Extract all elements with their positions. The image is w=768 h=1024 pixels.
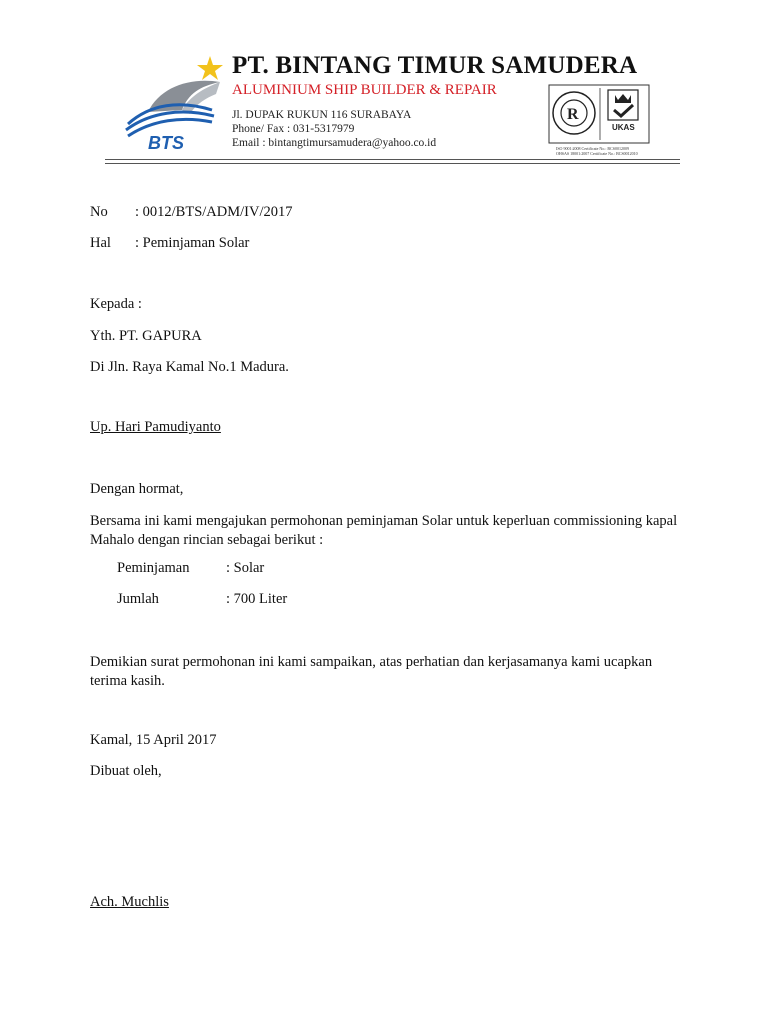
letterhead-divider: [105, 163, 680, 164]
detail-value: : 700 Liter: [226, 591, 288, 607]
company-phone: Phone/ Fax : 031-5317979: [232, 123, 355, 135]
intro-paragraph: Bersama ini kami mengajukan permohonan peminjaman Solar untuk keperluan commissioning kapal Mahalo dengan rincian sebagai berikut :: [90, 513, 678, 548]
greeting: Dengan hormat,: [90, 481, 184, 497]
logo-text: BTS: [148, 133, 184, 152]
cert-iso-9001: ISO 9001:2008 Certificate No.: BCS0012009: [556, 146, 629, 151]
iso-seal-icon: [553, 92, 595, 134]
place-date: Kamal, 15 April 2017: [90, 732, 217, 748]
detail-label: Jumlah: [117, 591, 159, 607]
closing-paragraph: Demikian surat permohonan ini kami sampaikan, atas perhatian dan kerjasamanya kami ucapkan terima kasih.: [90, 654, 653, 689]
cert-ohsas-18001: OHSAS 18001:2007 Certificate No.: BCS0012010: [556, 151, 638, 156]
company-name: PT. BINTANG TIMUR SAMUDERA: [232, 52, 638, 79]
recipient-address: Di Jln. Raya Kamal No.1 Madura.: [90, 359, 289, 375]
ukas-crown-checkmark-icon: [608, 90, 638, 132]
company-tagline: ALUMINIUM SHIP BUILDER & REPAIR: [232, 82, 497, 98]
letterhead-divider: [105, 159, 680, 160]
company-logo: [120, 52, 230, 152]
star-icon: [197, 56, 223, 80]
ref-no-label: No: [90, 204, 108, 220]
recipient-kepada: Kepada :: [90, 296, 142, 312]
ukas-label: UKAS: [612, 123, 635, 132]
detail-value: : Solar: [226, 560, 265, 576]
ref-no-value: : 0012/BTS/ADM/IV/2017: [135, 204, 293, 220]
subject-label: Hal: [90, 235, 111, 251]
signatory-name: Ach. Muchlis: [90, 894, 169, 910]
recipient-name: Yth. PT. GAPURA: [90, 328, 202, 344]
made-by-label: Dibuat oleh,: [90, 763, 162, 779]
company-email: Email : bintangtimursamudera@yahoo.co.id: [232, 137, 437, 149]
subject-value: : Peminjaman Solar: [135, 235, 250, 251]
detail-label: Peminjaman: [117, 560, 190, 576]
recipient-attention: Up. Hari Pamudiyanto: [90, 419, 221, 435]
letterhead: [0, 0, 768, 170]
svg-text:R: R: [567, 106, 579, 123]
company-address: Jl. DUPAK RUKUN 116 SURABAYA: [232, 109, 412, 121]
